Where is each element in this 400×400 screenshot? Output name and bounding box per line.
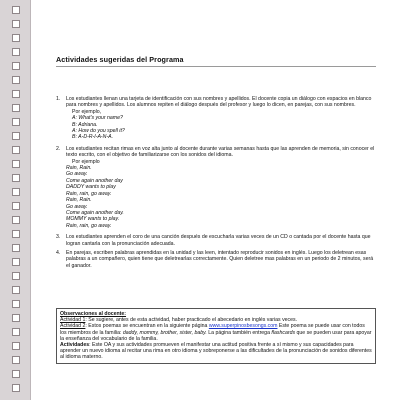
rhyme-line: Go away. <box>66 203 88 210</box>
binding-hole <box>12 34 20 42</box>
binding-hole <box>12 370 20 378</box>
observation-activity-1: Actividad 1: Se sugiere, antes de esta actividad, haber practicado el abecedario en inglés varias veces. <box>60 317 298 324</box>
dialog-line: A: How do you spell it? <box>72 128 125 135</box>
example-label: Por ejemplo, <box>72 108 102 115</box>
binding-hole <box>12 202 20 210</box>
binding-hole <box>12 356 20 364</box>
observations-heading: Observaciones al docente: <box>60 311 127 317</box>
list-item <box>56 250 376 269</box>
activity-text: La página también entrega <box>208 329 270 336</box>
binding-hole <box>12 6 20 14</box>
rhyme-line: Rain, rain, go away. <box>66 190 112 197</box>
binding-hole <box>12 20 20 28</box>
binding-hole <box>12 286 20 294</box>
activity-label: Actividad 2 <box>60 323 86 330</box>
item-text: En parejas, escriben palabras aprendidas en la unidad y las leen, intentado reproducir sonidos en inglés. Luego los deletrean esas palabras a un compañero, quien tiene que deletrearlas correctamente. Quien deletree mas palabras en un periodo de 2 minutos, será el ganador. <box>66 249 374 269</box>
resource-link[interactable]: www.superpinosbesongs.com <box>208 323 278 330</box>
binding-hole <box>12 314 20 322</box>
activity-text: Estos poemas se encuentran en la siguiente página <box>88 323 208 330</box>
dialog-line: A: What's your name? <box>72 115 123 122</box>
rhyme-line: Go away. <box>66 171 88 178</box>
item-number: 4. <box>56 249 61 256</box>
page-title: Actividades sugeridas del Programa <box>56 55 184 64</box>
rhyme-line: MOMMY wants to play. <box>66 216 120 223</box>
spiral-binding <box>0 0 31 400</box>
dialog-line: B: Adriana. <box>72 121 98 128</box>
example-label: Por ejemplo <box>72 158 100 165</box>
activity-label: Actividad 1 <box>60 317 86 324</box>
rhyme-line: Rain, rain, go away. <box>66 222 112 229</box>
rhyme-line: Rain, Rain. <box>66 165 92 172</box>
flashcards-word: flashcards <box>271 329 296 336</box>
dialog-line: B: A-D-R-I-A-N-A. <box>72 134 114 141</box>
rhyme-line: Rain, Rain. <box>66 197 92 204</box>
item-text: Los estudiantes recitan rimas en voz alta junto al docente durante varias semanas hasta que las aprenden de memoria, sin conocer el texto escrito, con el objetivo de familiarizarse con los sonidos del idioma. <box>66 145 375 159</box>
list-item <box>56 96 376 141</box>
binding-hole <box>12 132 20 140</box>
rhyme-line: Come again another day <box>66 177 123 184</box>
binding-hole <box>12 90 20 98</box>
binding-hole <box>12 48 20 56</box>
binding-hole <box>12 104 20 112</box>
binding-hole <box>12 258 20 266</box>
activity-label: Actividades <box>60 342 90 349</box>
list-item <box>56 146 376 229</box>
rhyme-line: DADDY wants to play <box>66 184 116 191</box>
item-text: Los estudiantes llenan una tarjeta de identificación con sus nombres y apellidos. El docente copia un diálogo con espacios en blanco para nombres y apellidos. Los alumnos repiten el diálogo después del profesor y luego lo dicen, en parejas, con sus nombres. <box>66 96 372 109</box>
activity-text: Se sugiere, antes de esta actividad, haber practicado el abecedario en inglés varias veces. <box>88 317 298 324</box>
binding-hole <box>12 300 20 308</box>
binding-hole <box>12 62 20 70</box>
binding-hole <box>12 272 20 280</box>
teacher-observations-box <box>56 308 376 364</box>
binding-hole <box>12 216 20 224</box>
binding-hole <box>12 342 20 350</box>
list-item <box>56 234 376 247</box>
item-number: 1. <box>56 96 61 102</box>
binding-hole <box>12 384 20 392</box>
item-number: 2. <box>56 145 61 152</box>
activity-text: Este poema se puede usar con todos los miembros de la familia: <box>60 323 365 336</box>
rhyme-line: Come again another day. <box>66 209 124 216</box>
observation-activities: Actividades: Este OA y sus actividades promueven el manifestar una actitud positiva frente a sí mismo y sus capacidades para aprender un nuevo idioma al recitar una rima en otro idioma y sobreponerse a las dificultades de la pronunciación de sonidos diferentes al idioma materno. <box>60 342 372 361</box>
observation-activity-2: Actividad 2: Estos poemas se encuentran en la siguiente página www.superpinosbesongs.com Este poema se puede usar con todos los miembros de la familia: daddy, mommy, brother, sister, baby. La página también entrega flashcards que se pueden usar para apoyar la enseñanza del vocabulario de la familia. <box>60 323 372 342</box>
binding-hole <box>12 118 20 126</box>
binding-hole <box>12 328 20 336</box>
item-number: 3. <box>56 234 61 241</box>
binding-hole <box>12 188 20 196</box>
document-page <box>38 0 394 400</box>
binding-hole <box>12 146 20 154</box>
binding-hole <box>12 160 20 168</box>
activity-text: que se pueden usar para apoyar la enseñanza del vocabulario de la familia. <box>60 329 372 342</box>
activities-list <box>56 96 376 272</box>
binding-hole <box>12 174 20 182</box>
activity-text: Este OA y sus actividades promueven el manifestar una actitud positiva frente a sí mismo y sus capacidades para aprender un nuevo idioma al recitar una rima en otro idioma y sobreponerse a las dificultades de la pronunciación de sonidos diferentes al idioma materno. <box>60 342 372 361</box>
binding-hole <box>12 76 20 84</box>
item-text: Los estudiantes aprenden el coro de una canción después de escucharla varias veces de un CD o cantada por el docente hasta que logran cantarla con la pronunciación adecuada. <box>66 234 371 247</box>
family-words: daddy, mommy, brother, sister, baby. <box>122 329 207 336</box>
binding-hole <box>12 230 20 238</box>
title-divider <box>56 66 376 67</box>
binding-hole <box>12 244 20 252</box>
